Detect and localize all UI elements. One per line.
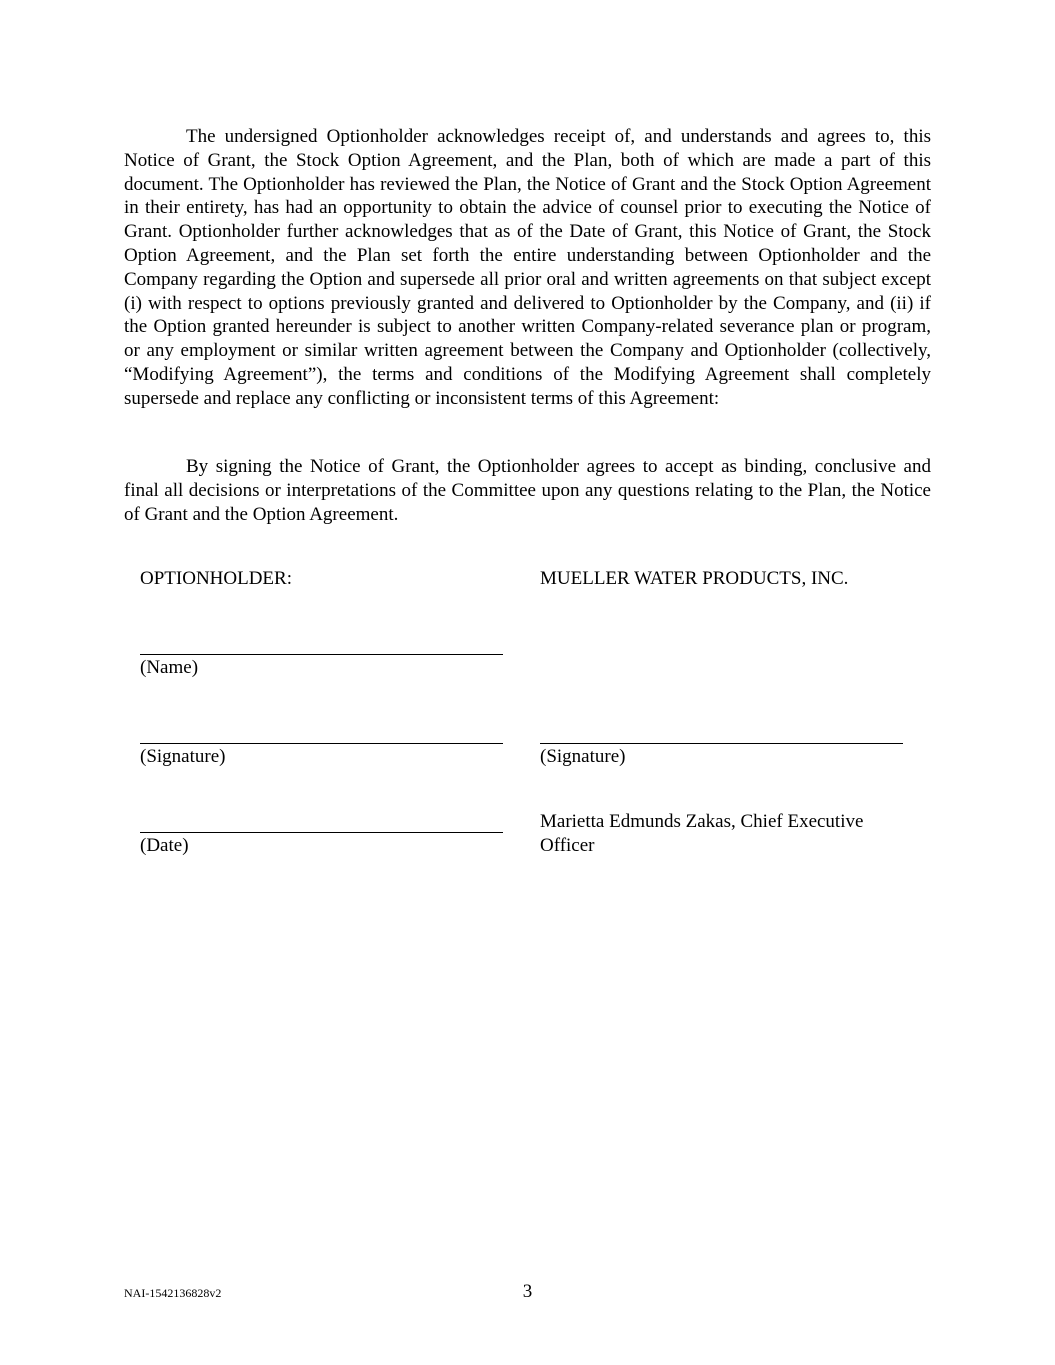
acknowledgement-paragraph: The undersigned Optionholder acknowledges receipt of, and understands and agrees to, this Notice of Grant, the Stock Option Agreement, and the Plan, both of which are made a part of this document. The Optionholder has reviewed the Plan, the Notice of Grant and the Stock Option Agreement in their entirety, has had an opportunity to obtain the advice of counsel prior to executing the Notice of Grant. Optionholder further acknowledges that as of the Date of Grant, this Notice of Grant, the Stock Option Agreement, and the Plan set forth the entire understanding between Optionholder and the Company regarding the Option and supersede all prior oral and written agreements on that subject except (i) with respect to options previously granted and delivered to Optionholder by the Company, and (ii) if the Option granted hereunder is subject to another written Company-related severance plan or program, or any employment or similar written agreement between the Company and Optionholder (collectively, “Modifying Agreement”), the terms and conditions of the Modifying Agreement shall completely supersede and replace any conflicting or inconsistent terms of this Agreement: [124, 126, 931, 409]
company-signature-line[interactable] [540, 743, 903, 744]
company-signer-title-continued: Officer [540, 835, 595, 856]
optionholder-name-line[interactable] [140, 654, 503, 655]
optionholder-signature-line[interactable] [140, 743, 503, 744]
company-signer-name-title: Marietta Edmunds Zakas, Chief Executive [540, 811, 864, 832]
optionholder-signature-label: (Signature) [140, 746, 226, 767]
optionholder-heading: OPTIONHOLDER: [140, 568, 292, 589]
company-heading: MUELLER WATER PRODUCTS, INC. [540, 568, 849, 589]
optionholder-date-label: (Date) [140, 835, 189, 856]
page-number: 3 [522, 1281, 533, 1302]
optionholder-date-line[interactable] [140, 832, 503, 833]
binding-decisions-paragraph: By signing the Notice of Grant, the Optionholder agrees to accept as binding, conclusive and final all decisions or interpretations of the Committee upon any questions relating to the Plan, the Notice of Grant and the Option Agreement. [124, 456, 931, 525]
optionholder-name-label: (Name) [140, 657, 199, 678]
company-signature-label: (Signature) [540, 746, 626, 767]
document-id: NAI-1542136828v2 [124, 1286, 222, 1300]
